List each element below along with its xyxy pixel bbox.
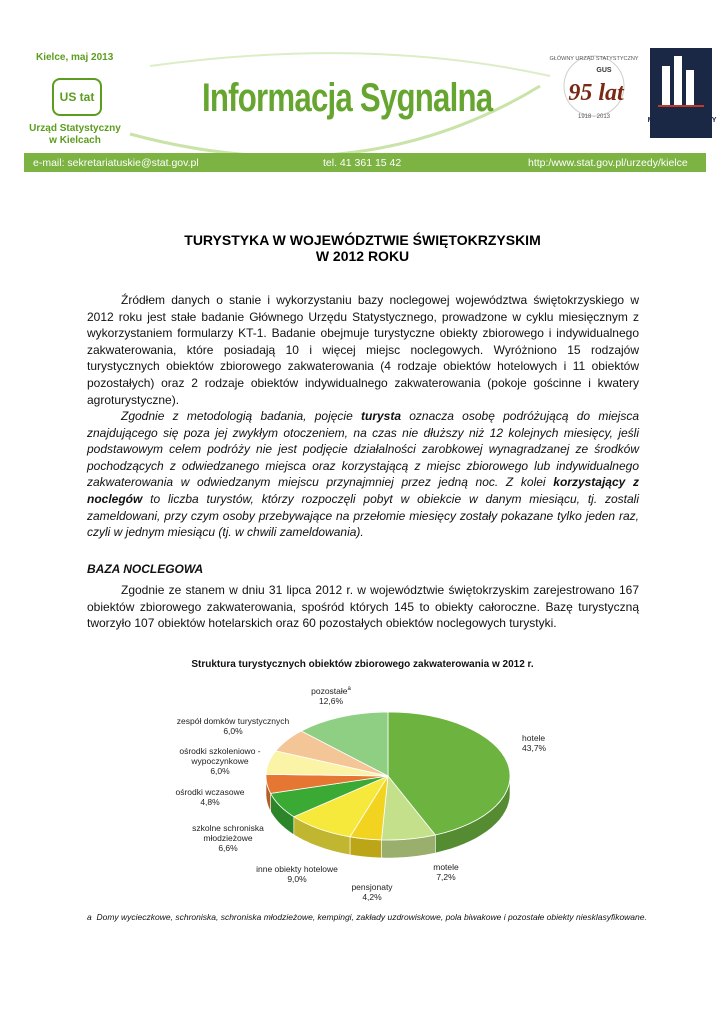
anniversary-years: 1918 · 2013 — [577, 114, 611, 120]
label-schroniska-name: szkolne schroniska młodzieżowe — [192, 823, 264, 843]
label-wczasowe-name: ośrodki wczasowe — [175, 787, 245, 797]
us-logo: US tat — [52, 78, 102, 116]
anniversary-logo — [548, 50, 640, 120]
contact-url[interactable]: http:/www.stat.gov.pl/urzedy/kielce — [528, 157, 688, 169]
def-text-a: Zgodnie z metodologią badania, pojęcie — [121, 409, 361, 423]
label-wczasowe — [168, 787, 252, 807]
gus-mark: GUS — [596, 67, 612, 74]
label-szkoleniowe-value: 6,0% — [210, 766, 230, 776]
label-hotele-value: 43,7% — [522, 743, 547, 753]
footnote — [87, 912, 647, 923]
label-schroniska-value: 6,6% — [218, 843, 238, 853]
def-text-b: oznacza osobę podróżującą do miejsca znajdującego się poza jej zwykłym otoczeniem, na czas nie dłuższy niż 12 kolejnych miesięcy, jeśli podstawowym celem podróży nie jest podjęcie działalności zarobkowej wynagradzanej ze środków pochodzących z odwiedzanego miejsca oraz korzystającą z miejsc zbiorowego lub indywidualnego zakwaterowania w odwiedzanym miejscu przynajmniej przez jedną noc. Z kolei — [87, 409, 639, 490]
label-hotele-name: hotele — [522, 733, 546, 743]
term-korzystajacy: korzystający z noclegów — [87, 475, 639, 506]
label-motele — [424, 862, 468, 882]
label-inne — [252, 864, 342, 884]
label-schroniska — [186, 823, 270, 853]
label-inne-name: inne obiekty hotelowe — [256, 864, 338, 874]
def-text-c: to liczba turystów, którzy rozpoczęli pobyt w obiekcie w danym miesiącu, tj. zostali zameldowani, przy czym osoby przebywające na przełomie miesięcy zostały pokazane tylko jeden raz, czyli w jednym miesiącu (tj. w chwili zameldowania). — [87, 491, 639, 540]
document-title-line2: W 2012 ROKU — [315, 248, 410, 264]
document-title-line1: TURYSTYKA W WOJEWÓDZTWIE ŚWIĘTOKRZYSKIM — [184, 232, 541, 248]
label-motele-name: motele — [433, 862, 459, 872]
contact-email[interactable]: e-mail: sekretariatuskie@stat.gov.pl — [33, 157, 199, 169]
label-motele-value: 7,2% — [436, 872, 456, 882]
statistics-year-label — [640, 116, 724, 134]
pie-top — [266, 712, 510, 840]
footnote-text: Domy wycieczkowe, schroniska, schroniska młodzieżowe, kempingi, zakłady uzdrowiskowe, pola biwakowe i pozostałe obiekty niesklasyfikowane. — [96, 912, 647, 922]
paragraph-sources: Źródłem danych o stanie i wykorzystaniu bazy noclegowej województwa świętokrzyskiego w 2012 roku jest stałe badanie Głównego Urzędu Statystycznego, prowadzone w cyklu miesięcznym z wykorzystaniem formularzy KT-1. Badanie obejmuje turystyczne obiekty zbiorowego i indywidualnego zakwaterowania, które posiadają 10 i więcej miejsc noclegowych. Wyróżniono 15 rodzajów turystycznych obiektów zbiorowego zakwaterowania (4 rodzaje obiektów hotelowych i 11 obiektów pozostałych) oraz 2 rodzaje obiektów indywidualnego zakwaterowania (pokoje gościnne i kwatery agroturystyczne). — [87, 293, 639, 407]
anniversary-ring-text: GŁÓWNY URZĄD STATYSTYCZNY — [549, 56, 639, 62]
label-pozostale-name: pozostałe — [311, 685, 348, 696]
label-wczasowe-value: 4,8% — [200, 797, 220, 807]
footnote-mark: a — [87, 912, 92, 922]
org-line2: w Kielcach — [49, 135, 101, 146]
label-hotele — [522, 733, 562, 753]
label-pozostale — [296, 684, 366, 706]
label-domki — [168, 716, 298, 736]
pie-chart — [0, 680, 725, 910]
label-pensjonaty — [342, 882, 402, 902]
intro-paragraph — [87, 292, 639, 408]
year-label-line1: MIĘDZYNARODOWY — [647, 117, 717, 124]
definitions-paragraph — [87, 408, 639, 541]
base-paragraph — [87, 582, 639, 632]
org-line1: Urząd Statystyczny — [29, 123, 121, 134]
label-pensjonaty-name: pensjonaty — [351, 882, 393, 892]
building-icon — [650, 48, 712, 110]
label-pensjonaty-value: 4,2% — [362, 892, 382, 902]
report-date: Kielce, maj 2013 — [36, 52, 114, 63]
contact-phone: tel. 41 361 15 42 — [323, 157, 402, 169]
paragraph-base: Zgodnie ze stanem w dniu 31 lipca 2012 r. w województwie świętokrzyskim zarejestrowano 167 obiektów zbiorowego zakwaterowania, spośród których 145 to obiekty całoroczne. Bazę turystyczną tworzyło 107 obiektów hotelarskich oraz 60 pozostałych obiektów noclegowych turystyki. — [87, 583, 639, 631]
label-szkoleniowe-name: ośrodki szkoleniowo - wypoczynkowe — [179, 746, 261, 766]
section-heading: BAZA NOCLEGOWA — [87, 562, 204, 576]
label-domki-value: 6,0% — [223, 726, 243, 736]
year-label-line2: ROK STATYSTYKI — [651, 126, 713, 133]
publication-title: Informacja Sygnalna — [202, 76, 493, 120]
label-szkoleniowe — [170, 746, 270, 776]
label-domki-name: zespół domków turystycznych — [176, 716, 290, 726]
label-pozostale-sup: a — [347, 686, 351, 692]
label-pozostale-value: 12,6% — [318, 695, 344, 706]
term-turysta: turysta — [361, 409, 402, 423]
anniversary-text: 95 lat — [568, 80, 624, 106]
label-inne-value: 9,0% — [287, 874, 307, 884]
chart-title: Struktura turystycznych obiektów zbiorowego zakwaterowania w 2012 r. — [191, 659, 534, 670]
